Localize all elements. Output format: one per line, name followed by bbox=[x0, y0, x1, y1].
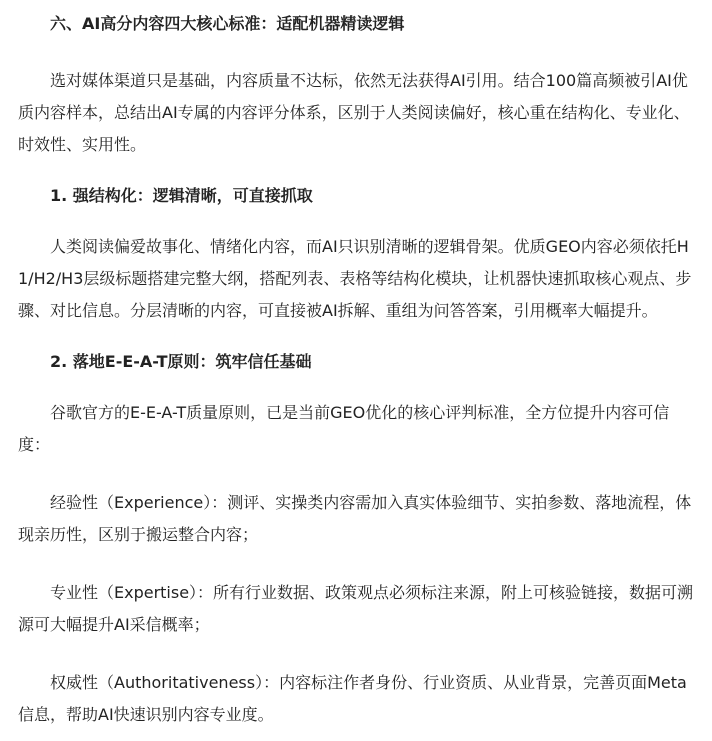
subsection-title-structure: 1. 强结构化：逻辑清晰，可直接抓取 bbox=[50, 186, 313, 205]
intro-paragraph: 选对媒体渠道只是基础，内容质量不达标，依然无法获得AI引用。结合100篇高频被引AI优质内容样本，总结出AI专属的内容评分体系，区别于人类阅读偏好，核心重在结构化、专业化、时效性、实用性。 bbox=[18, 71, 690, 154]
structure-paragraph: 人类阅读偏爱故事化、情绪化内容，而AI只识别清晰的逻辑骨架。优质GEO内容必须依托H1/H2/H3层级标题搭建完整大纲，搭配列表、表格等结构化模块，让机器快速抓取核心观点、步骤、对比信息。分层清晰的内容，可直接被AI拆解、重组为问答答案，引用概率大幅提升。 bbox=[18, 237, 692, 320]
spacer bbox=[18, 327, 694, 350]
spacer bbox=[18, 36, 694, 65]
spacer bbox=[18, 551, 694, 577]
expertise-point: 专业性（Expertise）：所有行业数据、政策观点必须标注来源，附上可核验链接，数据可溯源可大幅提升AI采信概率； bbox=[18, 583, 694, 634]
spacer bbox=[18, 461, 694, 487]
section-title: 六、AI高分内容四大核心标准：适配机器精读逻辑 bbox=[50, 14, 405, 33]
spacer bbox=[18, 161, 694, 184]
subsection-title-eeat: 2. 落地E-E-A-T原则：筑牢信任基础 bbox=[50, 352, 312, 371]
eeat-intro-paragraph: 谷歌官方的E-E-A-T质量原则，已是当前GEO优化的核心评判标准，全方位提升内容可信度： bbox=[18, 403, 670, 454]
spacer bbox=[18, 641, 694, 667]
spacer bbox=[18, 374, 694, 397]
spacer bbox=[18, 208, 694, 231]
authority-point: 权威性（Authoritativeness）：内容标注作者身份、行业资质、从业背景，完善页面Meta信息，帮助AI快速识别内容专业度。 bbox=[18, 673, 687, 724]
experience-point: 经验性（Experience）：测评、实操类内容需加入真实体验细节、实拍参数、落地流程，体现亲历性，区别于搬运整合内容； bbox=[18, 493, 692, 544]
